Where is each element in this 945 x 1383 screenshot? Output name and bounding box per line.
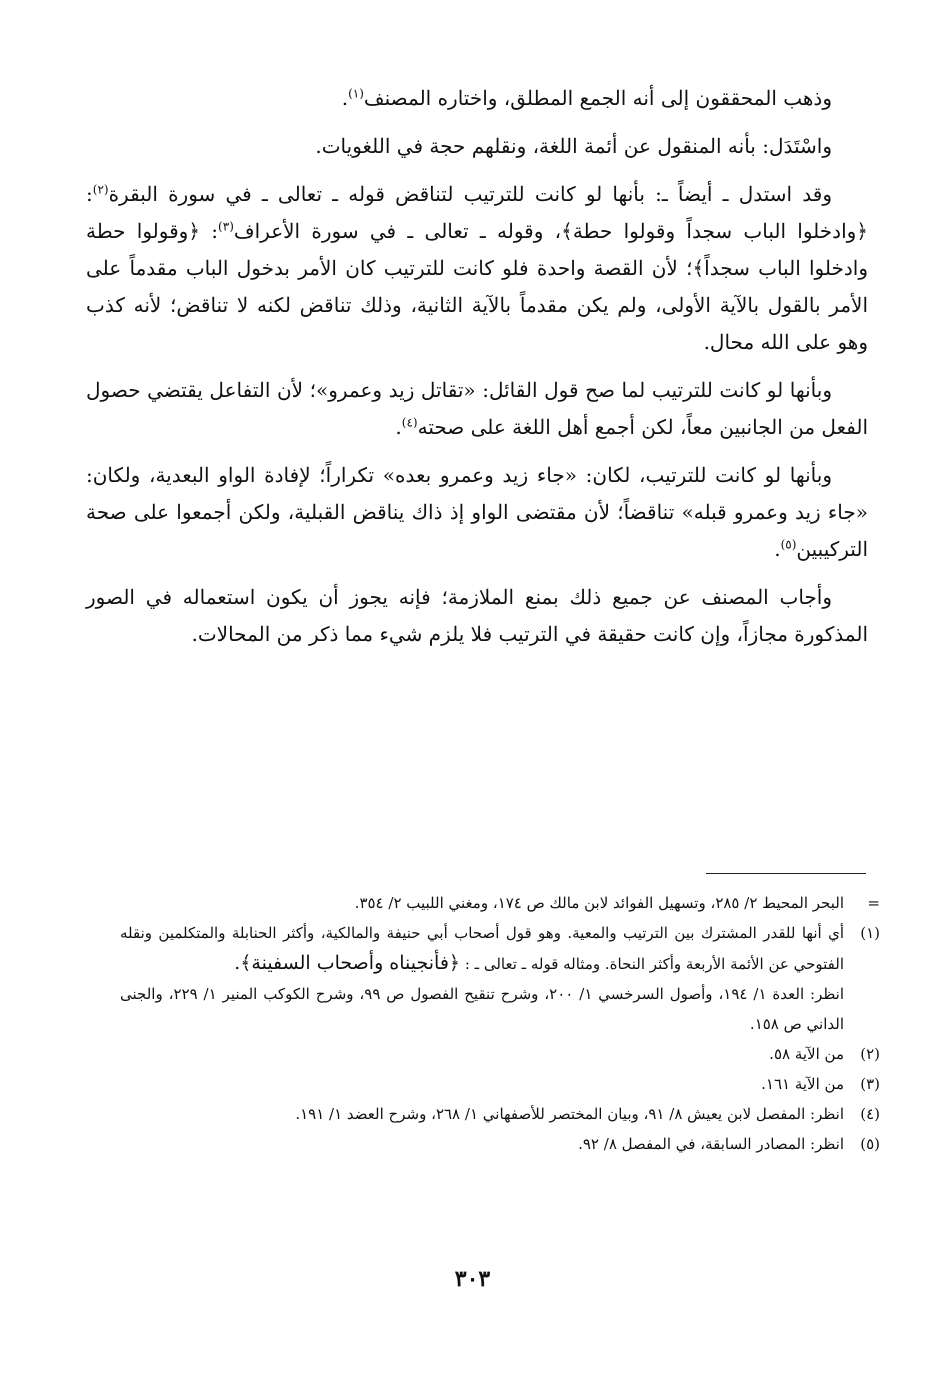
footnote-1-refs: انظر: العدة ١/ ١٩٤، وأصول السرخسي ١/ ٢٠٠، وشرح تنقيح الفصول ص ٩٩، وشرح الكوكب المنير ١/ ٢٢٩، والجنى الداني ص ١٥٨. — [120, 985, 844, 1033]
paragraph-3 — [86, 176, 868, 361]
paragraph-2 — [86, 128, 868, 165]
footnote-ref-5[interactable]: (٥) — [780, 537, 797, 552]
footnote-1-text: أي أنها للقدر المشترك بين الترتيب والمعية. وهو قول أصحاب أبي حنيفة والمالكية، وأكثر الحنابلة والمتكلمين ونقله الفتوحي عن الأئمة الأربعة وأكثر النحاة. ومثاله قوله ـ تعالى ـ : — [120, 924, 844, 973]
footnote-4-number: (٤) — [860, 1105, 880, 1123]
paragraph-3-middle: : ﴿وادخلوا الباب سجداً وقولوا حطة﴾، وقوله ـ تعالى ـ في سورة الأعراف — [86, 182, 868, 243]
footnote-4 — [120, 1099, 880, 1129]
paragraph-3-text: وقد استدل ـ أيضاً ـ: بأنها لو كانت للترتيب لتناقض قوله ـ تعالى ـ في سورة البقرة — [108, 182, 832, 206]
footnote-2-number: (٢) — [860, 1045, 880, 1063]
paragraph-5-text: وبأنها لو كانت للترتيب، لكان: «جاء زيد وعمرو بعده» تكراراً؛ لإفادة الواو البعدية، ولكان: «جاء زيد وعمرو قبله» تناقضاً؛ لأن مقتضى الواو إذ ذاك يناقض القبلية، ولكن أجمعوا على صحة التركيبين — [86, 463, 868, 561]
paragraph-2-text: واسْتَدَل: بأنه المنقول عن أئمة اللغة، ونقلهم حجة في اللغويات. — [315, 134, 832, 158]
footnote-ref-2[interactable]: (٢) — [92, 182, 109, 197]
footnote-ref-4[interactable]: (٤) — [401, 415, 418, 430]
paragraph-6 — [86, 579, 868, 653]
continuation-text: البحر المحيط ٢/ ٢٨٥، وتسهيل الفوائد لابن مالك ص ١٧٤، ومغني اللبيب ٢/ ٣٥٤. — [354, 894, 844, 912]
footnote-5-text: انظر: المصادر السابقة، في المفصل ٨/ ٩٢. — [578, 1135, 844, 1153]
footnote-5-number: (٥) — [860, 1135, 880, 1153]
footnote-continuation — [120, 888, 880, 918]
footnote-5 — [120, 1129, 880, 1159]
footnotes-section — [120, 888, 880, 1159]
footnote-ref-3[interactable]: (٣) — [218, 219, 234, 234]
paragraph-1 — [86, 80, 868, 117]
paragraph-6-text: وأجاب المصنف عن جميع ذلك بمنع الملازمة؛ فإنه يجوز أن يكون استعماله في الصور المذكورة مجازاً، وإن كانت حقيقة في الترتيب فلا يلزم شيء مما ذكر من المحالات. — [86, 585, 868, 646]
paragraph-1-text: وذهب المحققون إلى أنه الجمع المطلق، واختاره المصنف — [363, 86, 832, 110]
paragraph-4 — [86, 372, 868, 446]
paragraph-4-text: وبأنها لو كانت للترتيب لما صح قول القائل: «تقاتل زيد وعمرو»؛ لأن التفاعل يقتضي حصول الفعل من الجانبين معاً، لكن أجمع أهل اللغة على صحته — [86, 378, 868, 439]
footnote-1-body — [120, 918, 844, 979]
footnote-separator — [706, 873, 866, 874]
footnote-4-text: انظر: المفصل لابن يعيش ٨/ ٩١، وبيان المختصر للأصفهاني ١/ ٢٦٨، وشرح العضد ١/ ١٩١. — [295, 1105, 844, 1123]
footnote-3 — [120, 1069, 880, 1099]
footnote-3-text: من الآية ١٦١. — [761, 1075, 844, 1093]
paragraph-4-tail: . — [395, 415, 402, 439]
paragraph-3-end: : ﴿وقولوا حطة وادخلوا الباب سجداً﴾؛ لأن القصة واحدة فلو كانت للترتيب كان الأمر بدخول الباب مقدماً على الأمر بالقول بالآية الأولى، ولم يكن مقدماً بالآية الثانية، وذلك تناقض لكنه لا تناقض؛ لأنه كذب وهو على الله محال. — [86, 219, 868, 354]
paragraph-5-tail: . — [774, 537, 781, 561]
main-text — [86, 80, 868, 664]
continuation-mark: = — [867, 894, 880, 912]
footnote-1-verse: ﴿فأنجيناه وأصحاب السفينة﴾. — [234, 952, 461, 974]
footnote-ref-1[interactable]: (١) — [348, 86, 364, 101]
footnote-1-number: (١) — [860, 924, 880, 942]
paragraph-1-tail: . — [341, 86, 349, 110]
footnote-2-text: من الآية ٥٨. — [769, 1045, 844, 1063]
page-number: ٣٠٣ — [454, 1266, 491, 1292]
footnote-3-number: (٣) — [860, 1075, 880, 1093]
footnote-2 — [120, 1039, 880, 1069]
paragraph-5 — [86, 457, 868, 568]
footnote-1 — [120, 918, 880, 979]
